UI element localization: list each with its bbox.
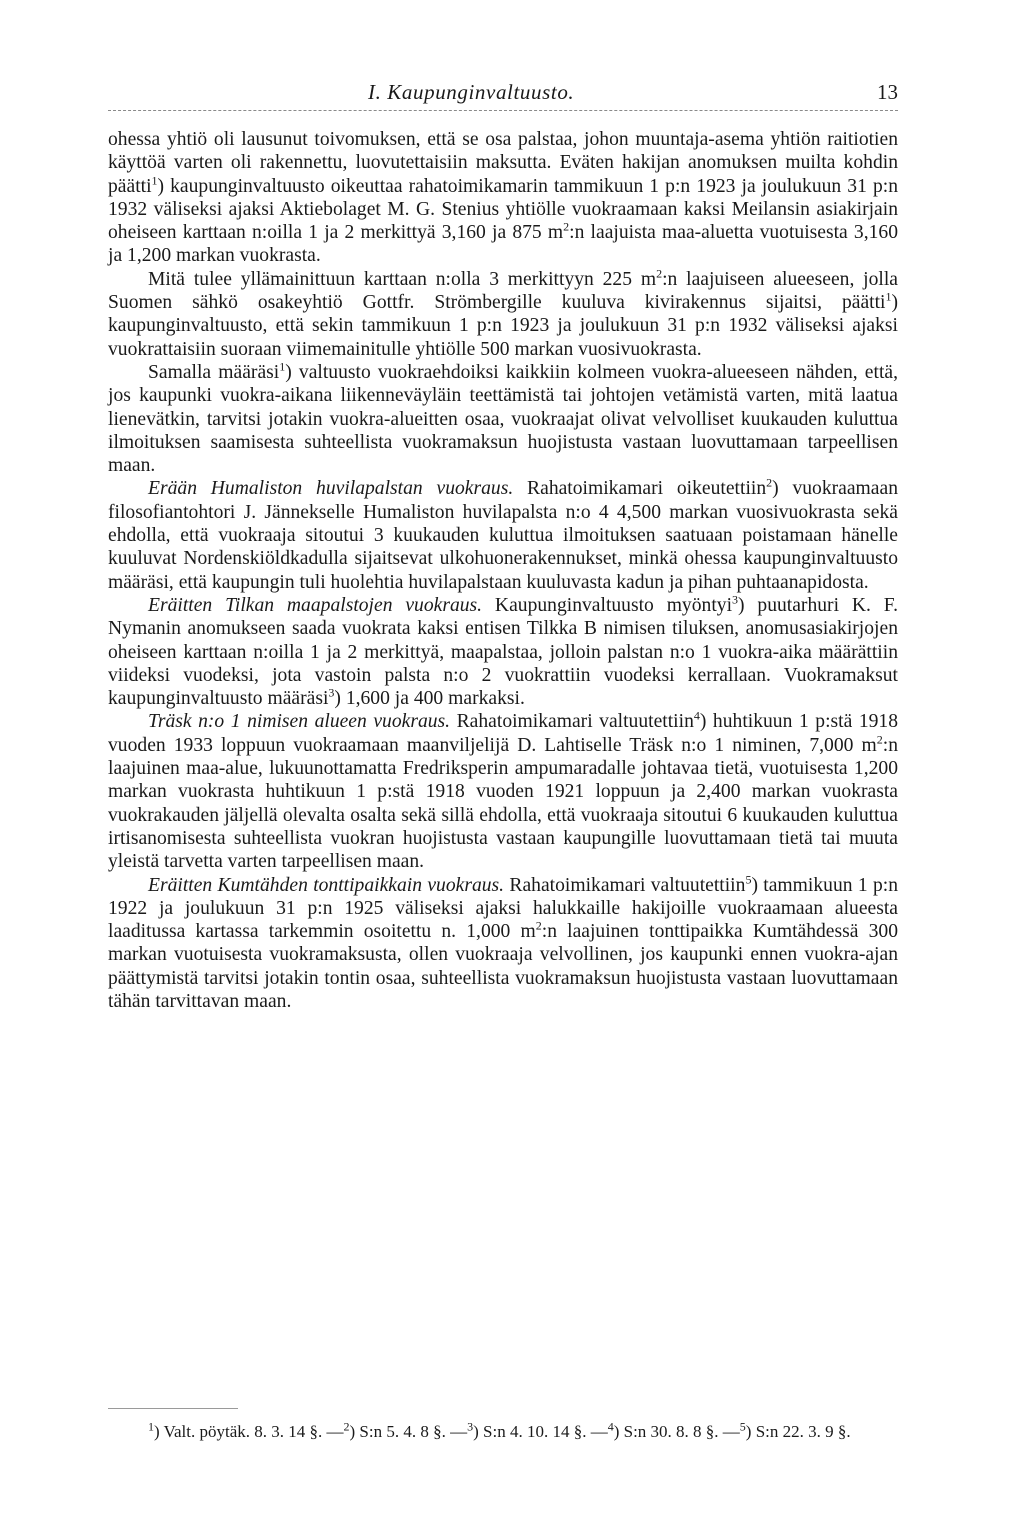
page-number: 13 [877, 80, 898, 104]
paragraph-continuation: ohessa yhtiö oli lausunut toivomuksen, että se osa palstaa, johon muuntaja-asema yhtiön raitiotien käyttöä varten oli rakennettu, luovutettaisiin maksutta. Eväten hakijan anomuksen muilta kohdin päätti$^1$) kaupunginvaltuusto oikeuttaa rahatoimikamarin tammikuun 1 p:n 1923 ja joulukuun 31 p:n 1932 väliseksi ajaksi Aktiebolaget M. G. Stenius yhtiölle vuokraamaan kaksi Meilansin asiakirjain oheiseen karttaan n:oilla 1 ja 2 merkittyä 3,160 ja 875 $m^2:n$ laajuista maa-aluetta vuotuisesta 3,160 ja 1,200 markan vuokrasta. [108, 129, 898, 267]
footnotes [108, 1420, 898, 1444]
paragraph-trask-lease: Träsk n:o 1 nimisen alueen vuokraus. Rahatoimikamari valtuutettiin$^4$) huhtikuun 1 p:stä 1918 vuoden 1933 loppuun vuokraamaan maanviljelijä D. Lahtiselle Träsk n:o 1 niminen, 7,000 $m^2:n$ laajuinen maa-alue, lukuunottamatta Fredriksperin ampumaradalle johtavaa tietä, vuotuisesta 1,200 markan vuokrasta huhtikuun 1 p:stä 1918 vuoden 1921 loppuun ja 2,400 markan vuokrasta vuokrakauden jäljellä olevalta osalta sekä sillä ehdolla, että vuokraaja sitoutui 6 kuukauden kuluttua irtisanomisesta suhteellista vuokran huojistusta vastaan kaupungille luovuttamaan tietä tai muuta yleistä tarvetta varten tarpeellisen maan. [108, 708, 899, 873]
paragraph-humalisto-lease: Erään Humaliston huvilapalstan vuokraus. Rahatoimikamari oikeutettiin$^2$) vuokraamaan filosofiantohtori J. Jännekselle Humaliston huvilapalsta n:o 4 4,500 markan vuosivuokrasta sekä ehdolla, että vuokraaja sitoutui 3 kuukauden kuluttua ilmoituksen saatuaan poistamaan hänelle kuuluvat Nordenskiöldkadulla sijaitsevat ulkohuonerakennukset, minkä ohessa kaupunginvaltuusto määräsi, että kaupungin tuli huolehtia huvilapalstaan kuuluvasta kadun ja pihan puhtaanapidosta. [108, 475, 898, 593]
running-title: I. Kaupunginvaltuusto. [368, 80, 575, 104]
paragraph-kumtahti-lease: Eräitten Kumtähden tonttipaikkain vuokraus. Rahatoimikamari valtuutettiin$^5$) tammikuun 1 p:n 1922 ja joulukuun 31 p:n 1925 väliseksi ajaksi halukkaille hakijoille vuokraamaan alueesta laaditussa kartassa tarkemmin osoitettu n. 1,000 $m^2:n$ laajuinen tonttipaikka Kumtähdessä 300 markan vuotuisesta vuokramaksusta, ollen vuokraaja velvollinen, jos kaupunki ennen vuokra-ajan päättymistä tarvitsi jotakin tontin osaa, suhteellista vuokramaksun huojistusta vastaan luovuttamaan tähän tarvittavan maan. [108, 871, 899, 1012]
header-rule [108, 110, 898, 111]
footnote-rule [108, 1408, 238, 1409]
paragraph-lease-conditions: Samalla määräsi$^1$) valtuusto vuokraehdoiksi kaikkiin kolmeen vuokra-alueeseen nähden, että, jos kaupunki vuokra-aikana liikenneväyläin teettämistä tai johtojen vetämistä varten, mitä laatua lienevätkin, tarvitsi jotakin vuokra-alueitten osaa, vuokraajat olivat velvolliset kuukauden kuluttua ilmoituksen saamisesta suhteellista vuokramaksun huojistusta vastaan luovuttamaan tarpeellisen maan. [108, 359, 898, 477]
footnote-text: $^1$) Valt. pöytäk. 8. 3. 14 §. —$^2$) S:n 5. 4. 8 §. —$^3$) S:n 4. 10. 14 §. —$^4$) S:n 30. 8. 8 §. —$^5$) S:n 22. 3. 9 §. [148, 1419, 851, 1441]
paragraph-tilkka-lease: Eräitten Tilkan maapalstojen vuokraus. Kaupunginvaltuusto myöntyi$^3$) puutarhuri K. F. Nymanin anomukseen saada vuokrata kaksi entisen Tilkka B nimisen tiluksen, anomusasiakirjojen oheiseen karttaan n:oilla 1 ja 2 merkittyä, maapalstaa, jolloin palstan n:o 1 vuokra-aika määrättiin viideksi vuodeksi, jota vastoin palsta n:o 2 vuokrattiin vuodeksi kerrallaan. Vuokramaksut kaupunginvaltuusto määräsi$^3$) 1,600 ja 400 markaksi. [108, 592, 898, 710]
page-header [108, 80, 898, 110]
body-text [108, 128, 898, 1013]
paragraph-stromberg-lease: Mitä tulee yllämainittuun karttaan n:olla 3 merkittyyn 225 $m^2:n$ laajuiseen alueeseen, jolla Suomen sähkö osakeyhtiö Gottfr. Strömbergille kuuluva kivirakennus sijaitsi, päätti$^1$) kaupunginvaltuusto, että sekin tammikuun 1 p:n 1923 ja joulukuun 31 p:n 1932 väliseksi ajaksi vuokrattaisiin suoraan viimemainitulle yhtiölle 500 markan vuosivuokrasta. [108, 266, 898, 360]
